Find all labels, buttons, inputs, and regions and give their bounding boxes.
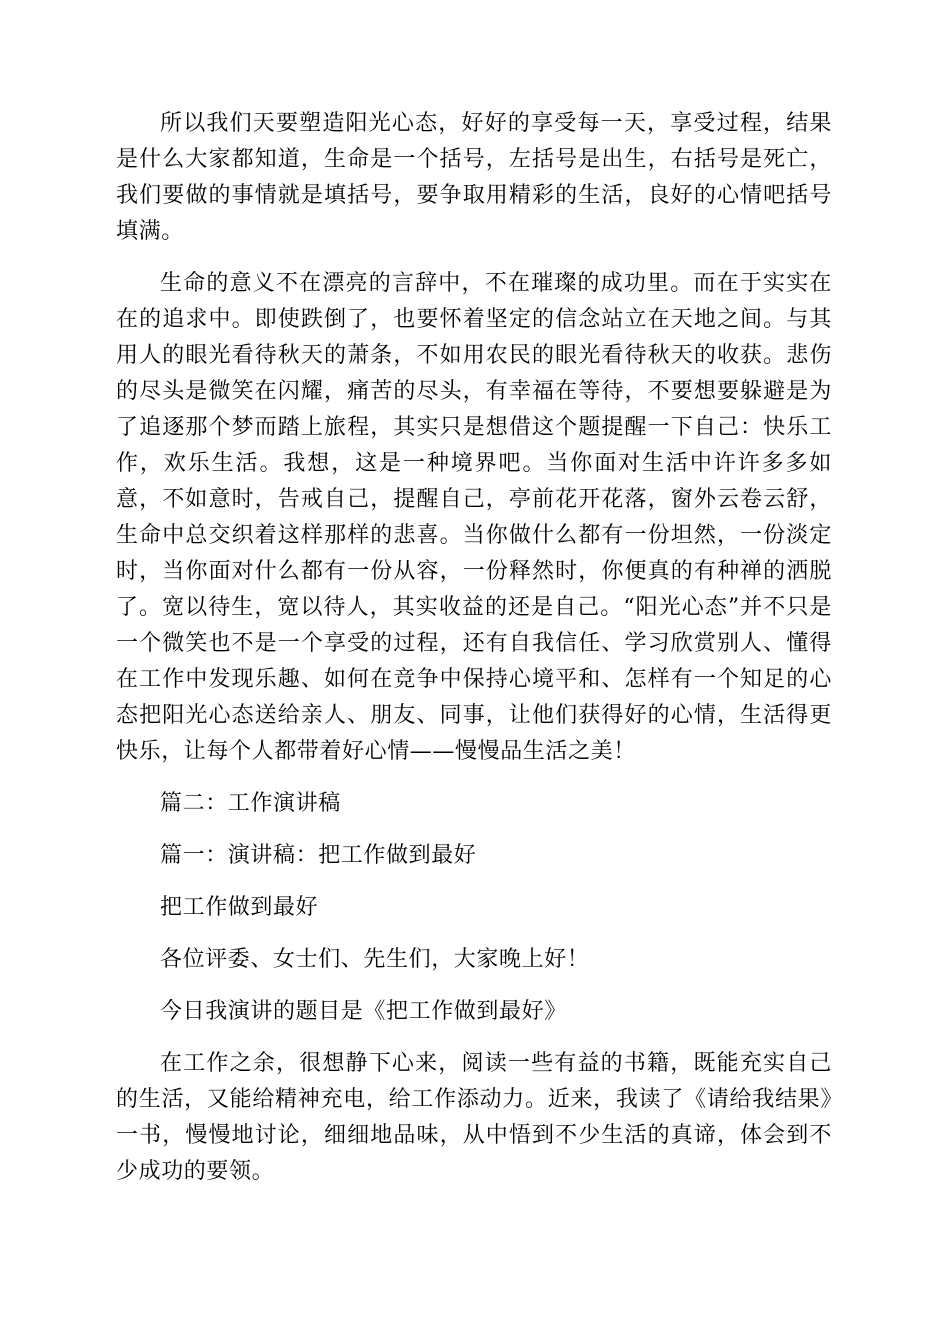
section-heading-part-one: 篇一：演讲稿：把工作做到最好 [160, 843, 477, 868]
speech-title: 把工作做到最好 [160, 895, 319, 920]
speech-topic: 今日我演讲的题目是《把工作做到最好》 [160, 999, 567, 1024]
speech-greeting: 各位评委、女士们、先生们，大家晚上好！ [160, 947, 590, 972]
paragraph-meaning-of-life: 生命的意义不在漂亮的言辞中，不在璀璨的成功里。而在于实实在在的追求中。即使跌倒了，也要怀着坚定的信念站立在天地之间。与其用人的眼光看待秋天的萧条，不如用农民的眼光看待秋天的收获。悲伤的尽头是微笑在闪耀，痛苦的尽头，有幸福在等待，不要想要躲避是为了追逐那个梦而踏上旅程，其实只是想借这个题提醒一下自己：快乐工作，欢乐生活。我想，这是一种境界吧。当你面对生活中许许多多如意，不如意时，告戒自己，提醒自己，亭前花开花落，窗外云卷云舒，生命中总交织着这样那样的悲喜。当你做什么都有一份坦然，一份淡定时，当你面对什么都有一份从容，一份释然时，你便真的有种禅的洒脱了。宽以待生，宽以待人，其实收益的还是自己。“阳光心态”并不只是一个微笑也不是一个享受的过程，还有自我信任、学习欣赏别人、懂得在工作中发现乐趣、如何在竞争中保持心境平和、怎样有一个知足的心态把阳光心态送给亲人、朋友、同事，让他们获得好的心情，生活得更快乐，让每个人都带着好心情——慢慢品生活之美！ [116, 271, 832, 764]
paragraph-sunny-attitude: 所以我们天要塑造阳光心态，好好的享受每一天，享受过程，结果是什么大家都知道，生命是一个括号，左括号是出生，右括号是死亡，我们要做的事情就是填括号，要争取用精彩的生活，良好的心情吧括号填满。 [116, 111, 832, 244]
paragraph-reading: 在工作之余，很想静下心来，阅读一些有益的书籍，既能充实自己的生活，又能给精神充电，给工作添动力。近来，我读了《请给我结果》一书，慢慢地讨论，细细地品味，从中悟到不少生活的真谛，体会到不少成功的要领。 [116, 1051, 832, 1184]
document-body [116, 106, 832, 1206]
section-heading-part-two: 篇二：工作演讲稿 [160, 791, 341, 816]
